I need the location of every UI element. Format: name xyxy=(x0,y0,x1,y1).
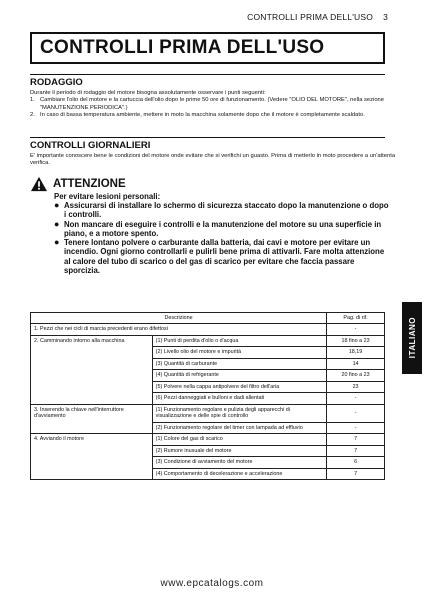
table-cell: (2) Livello olio del motore e impurità xyxy=(152,347,326,359)
table-cell: 7 xyxy=(327,445,385,457)
warning-bullet: ● Non mancare di eseguire i controlli e la manutenzione del motore su una superficie in piano, e a motore spento. xyxy=(54,220,392,239)
giornalieri-text: E' importante conoscere bene le condizioni del motore onde evitare che si verifichi un guasto. Prima di metterlo in moto procedere a un'attenta verifica. xyxy=(30,153,396,167)
main-title-box xyxy=(30,32,385,64)
table-cell: 18 fino a 23 xyxy=(327,335,385,347)
warning-header xyxy=(30,176,400,192)
table-cell: (2) Funzionamento regolare del timer con lampada ad effluvio xyxy=(152,422,326,434)
warning-bullet: ● Assicurarsi di installare lo schermo di sicurezza staccato dopo la manutenzione o dopo i controlli. xyxy=(54,201,392,220)
table-cell: 7 xyxy=(327,468,385,480)
warning-block xyxy=(30,176,400,275)
header-description: Descrizione xyxy=(31,313,327,324)
table-cell: (3) Condizione di avviamento del motore xyxy=(152,457,326,469)
warning-title: ATTENZIONE xyxy=(53,178,126,190)
item-number: 2. xyxy=(30,112,35,119)
table-cell: - xyxy=(327,393,385,405)
bullet-text: Assicurarsi di installare lo schermo di sicurezza staccato dopo la manutenzione o dopo i controlli. xyxy=(64,201,389,220)
bullet-text: Tenere lontano polvere o carburante dalla batteria, dai cavi e motore per evitare un incendio. Ogni giorno controllarli e pulirli bene prima di attivarli. Fare molta attenzione al calore del tubo di scarico o del gas di scarico per evitare che faccia passare sporcizia. xyxy=(64,238,385,276)
table-cell: - xyxy=(327,404,385,422)
table-cell: (4) Comportamento di decelerazione e accelerazione xyxy=(152,468,326,480)
header-title: CONTROLLI PRIMA DELL'USO xyxy=(247,12,374,22)
list-item xyxy=(30,112,400,119)
language-tab-label: ITALIANO xyxy=(407,317,417,359)
table-cell: (1) Punti di perdita d'olio o d'acqua xyxy=(152,335,326,347)
table-cell: - xyxy=(327,324,385,336)
divider xyxy=(30,74,385,75)
table-cell: 6 xyxy=(327,457,385,469)
checks-table xyxy=(30,312,385,480)
list-item xyxy=(30,97,400,112)
table-row xyxy=(31,404,385,422)
rodaggio-text xyxy=(30,90,400,120)
table-cell: (2) Rumore inusuale del motore xyxy=(152,445,326,457)
page-header xyxy=(247,12,388,22)
item-text: In caso di bassa temperatura ambiente, mettere in moto la macchina solamente dopo che il motore è completamente scaldato. xyxy=(40,112,365,119)
warning-bullet: ● Tenere lontano polvere o carburante dalla batteria, dai cavi e motore per evitare un incendio. Ogni giorno controllarli e pulirli bene prima di attivarli. Fare molta attenzione al calore del tubo di scarico o del gas di scarico per evitare che faccia passare sporcizia. xyxy=(54,238,392,275)
main-title: CONTROLLI PRIMA DELL'USO xyxy=(40,37,325,58)
table-cell: 1. Pezzi che nei cicli di marcia precedenti erano difettosi xyxy=(31,324,327,336)
table-cell: 14 xyxy=(327,358,385,370)
language-tab xyxy=(402,302,422,374)
page-number: 3 xyxy=(383,12,388,22)
header-page: Pag. di rif. xyxy=(327,313,385,324)
table-cell: 18,19 xyxy=(327,347,385,359)
table-cell: (3) Quantità di carburante xyxy=(152,358,326,370)
warning-subtitle: Per evitare lesioni personali: xyxy=(54,192,161,201)
table-cell: (6) Pezzi danneggiati e bulloni e dadi allentati xyxy=(152,393,326,405)
warning-triangle-icon xyxy=(30,176,48,192)
table-cell: - xyxy=(327,422,385,434)
table-row xyxy=(31,434,385,446)
rodaggio-intro: Durante il periodo di rodaggio del motore bisogna assolutamente osservare i punti seguenti: xyxy=(30,90,266,96)
table-cell: 4. Avviando il motore xyxy=(31,434,153,480)
table-cell: 23 xyxy=(327,381,385,393)
table-cell: 20 fino a 23 xyxy=(327,370,385,382)
item-text: Cambiare l'olio del motore e la cartuccia dell'olio dopo le prime 50 ore di funzionamento. (Vedere "OLIO DEL MOTORE", nella sezione "MANUTENZIONE PERIODICA".) xyxy=(40,97,385,111)
table-cell: (1) Colore del gas di scarico xyxy=(152,434,326,446)
table-row xyxy=(31,324,385,336)
table-cell: (5) Polvere nella cappa antipolvere del filtro dell'aria xyxy=(152,381,326,393)
table-cell: 7 xyxy=(327,434,385,446)
table-row xyxy=(31,335,385,347)
footer-watermark: www.epcatalogs.com xyxy=(160,578,264,589)
rodaggio-heading: RODAGGIO xyxy=(30,77,83,88)
divider xyxy=(30,137,385,138)
table-cell: 2. Camminando intorno alla macchina xyxy=(31,335,153,404)
table-cell: (1) Funzionamento regolare e pulizia degli apparecchi di visualizzazione e delle spie di controllo xyxy=(152,404,326,422)
table-cell: 3. Inserendo la chiave nell'interruttore d'avviamento xyxy=(31,404,153,434)
table-cell: (4) Quantità di refrigerante xyxy=(152,370,326,382)
bullet-text: Non mancare di eseguire i controlli e la manutenzione del motore su una superficie in piano, e a motore spento. xyxy=(64,219,382,238)
giornalieri-heading: CONTROLLI GIORNALIERI xyxy=(30,140,151,151)
item-number: 1. xyxy=(30,97,35,104)
